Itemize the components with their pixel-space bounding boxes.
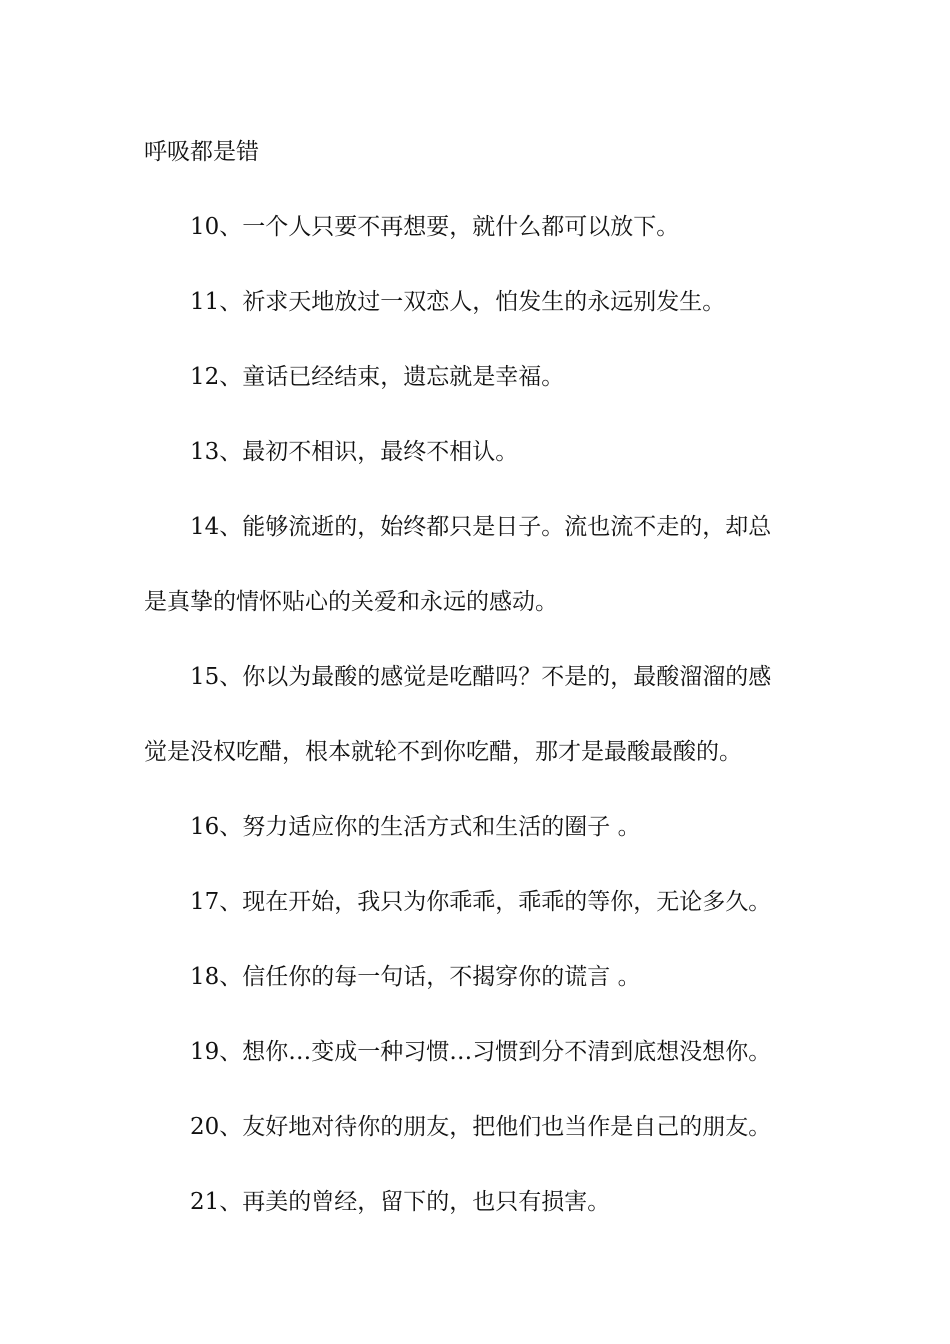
text-line-item-10: 10、一个人只要不再想要，就什么都可以放下。 — [190, 214, 680, 240]
text-line-item-14: 14、能够流逝的，始终都只是日子。流也流不走的，却总 — [190, 514, 772, 540]
text-line-item-19: 19、想你…变成一种习惯…习惯到分不清到底想没想你。 — [190, 1039, 772, 1065]
text-line-item-16: 16、努力适应你的生活方式和生活的圈子 。 — [190, 814, 641, 840]
text-line-item-17: 17、现在开始，我只为你乖乖，乖乖的等你，无论多久。 — [190, 889, 772, 915]
text-line-item-15: 15、你以为最酸的感觉是吃醋吗？不是的，最酸溜溜的感 — [190, 664, 772, 690]
text-line-continuation: 呼吸都是错 — [144, 139, 259, 165]
text-line-item-15-cont: 觉是没权吃醋，根本就轮不到你吃醋，那才是最酸最酸的。 — [144, 739, 742, 765]
text-line-item-14-cont: 是真挚的情怀贴心的关爱和永远的感动。 — [144, 589, 558, 615]
text-line-item-12: 12、童话已经结束，遗忘就是幸福。 — [190, 364, 565, 390]
text-line-item-11: 11、祈求天地放过一双恋人，怕发生的永远别发生。 — [190, 289, 726, 315]
text-line-item-21: 21、再美的曾经，留下的，也只有损害。 — [190, 1189, 611, 1215]
text-line-item-18: 18、信任你的每一句话，不揭穿你的谎言 。 — [190, 964, 641, 990]
text-line-item-13: 13、最初不相识，最终不相认。 — [190, 439, 519, 465]
text-line-item-20: 20、友好地对待你的朋友，把他们也当作是自己的朋友。 — [190, 1114, 772, 1140]
